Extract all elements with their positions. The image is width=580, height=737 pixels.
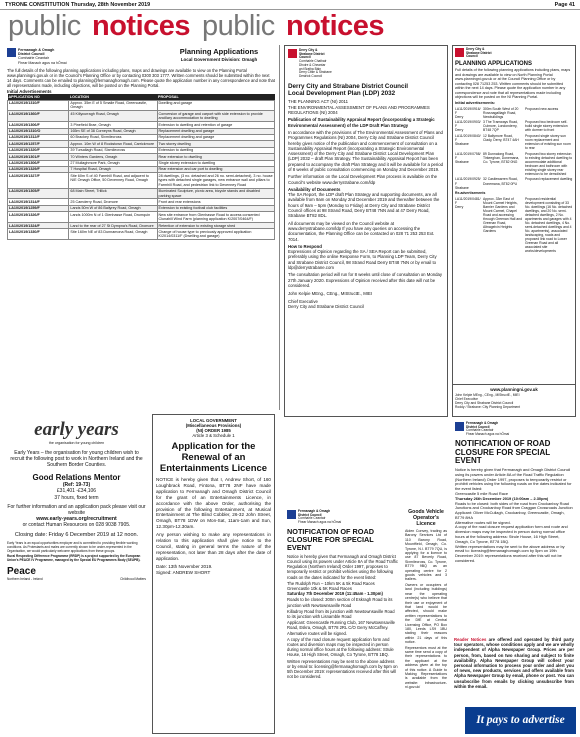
planning-applications-dcsdc [452,45,576,385]
column-header: PROPOSAL [157,94,274,100]
job-intro: Early Years – the organisation for young children wish to recruit the following post to work in Northern Ireland and the Southern Border Counties. [10,450,143,469]
job-contact: or contact Human Resources on 028 9038 7905. [22,522,131,529]
licence-signed: Signed: ANDREW SHORT [156,569,211,575]
proposal-cell: Extension to dwelling and retention of garage [157,122,274,128]
list-item [455,134,573,150]
location-cell: 70 Winters Gardens, Omagh [69,154,157,160]
org-line: Fermanagh & Omagh [18,48,55,52]
council-crest-icon [7,48,16,57]
application-number-cell: LA10/2019/1326/F [8,212,69,223]
proposal-cell: Dwelling and garage [157,100,274,111]
application-number-cell: LA10/2019/1259/F [8,205,69,211]
column-header: APPLICATION NO [8,94,69,100]
application-number-cell: LA10/2019/1312/F [8,134,69,140]
location-cell: 25 Camderry Road, Dromore [69,199,157,205]
closure-roads: Roads to be closed: 300m section of Eskragh Road to its junction with Newtownsaville Road [287,597,393,608]
org-line: Derry Cittie & Strabane [299,70,332,75]
location-cell: 68 Main Street, Trillick [69,188,157,199]
road-closure-notice-greencastle [452,419,576,587]
location-cell: 12 Ballymore Road, Clady, Derry, BT47 4AH [483,133,519,143]
location-cell: 45 Killycurragh Road, Omagh [69,111,157,122]
council-crest-icon [287,510,296,519]
signatory-org: Derry City and Strabane District Council [455,401,514,406]
proposal-cell: Extension to dwelling [157,147,274,153]
org-line: Comhairle Ceantair [466,428,494,433]
application-number-cell: LA10/2019/1330/F [8,229,69,240]
table-row [8,111,275,122]
location-cell: Approx. 35m E of 5 Smaile Road, Greencastle, Omagh [69,100,157,111]
location-cell: 32 Castlewarren Road, Donemana, BT82 0PU [483,177,518,186]
application-number: LA11/2019/0925/F [455,177,481,186]
goods-body: Aiden Convey, trading as Barony Services Ltd of 110 Barony Road, Mountfield, Omagh, Co. Tyrone, N.I. BT79 7QU, is applying for a licence to use 87 Beverly Road, Sixmilecross, Co. Tyrone, BT79 9BQ as an operating centre for 2 goods vehicles and 3 trailers. [405,529,447,582]
org-line: Comhairle Ceantair [18,56,49,61]
application-area: Derry [455,204,464,209]
licence-head: (NI) ORDER 1985 [196,428,231,433]
closure-representations: Written representations may be sent to the above address or by email to: licensing@fermanaghomagh.com by 5pm on 19th December 2019: representations received after this will not be considered. [455,543,565,564]
application-number-cell: LA10/2019/1305/F [8,188,69,199]
location-cell: Lands 50m W of 86 Ballyrey Road, Omagh [69,205,157,211]
notice-title: Planning Applications [179,47,259,56]
org-line: Comhairle Ceantair [298,516,326,521]
closure-roads: Roads to be closed: both sides of the road from Crockanboy Road Junctions and Crockanboy Road from Craggan Crossroads Junction [455,500,573,511]
application-area: Strabane [455,159,469,164]
application-number-cell: LA10/2019/1306/F [8,160,69,166]
proposal-cell: Proposed new access [525,106,559,111]
job-closing: Closing date: Friday 6 December 2019 at 12 noon. [14,531,139,538]
org-line: Strabane District [299,51,325,56]
proposal-cell: Proposed replacement dwelling [525,177,573,182]
closure-date: Thursday 26th December 2019 (10:00am – 2.30pm) [455,495,549,501]
org-line: Fhear Manach agus na hÓmaí [18,60,67,65]
closure-date: Saturday 7th December 2019 (11:45am - 1.30pm) [287,591,383,597]
closure-representations: Written representations may be sent to the above address or by email to: licensing@fermanaghomagh.com by 5pm on 5th December 2019: representations received after this will not be considered. [287,658,398,680]
banner-notices-2: notices [286,10,385,42]
job-ref: (Ref: 19-73) [62,482,91,489]
peace-text: Peace [7,565,36,577]
closure-applicant: Applicant: Greencastle Running Club, 167 Newtownsaville Road, Eskra, Omagh, BT78 2RL C/O Gerry McCaffrey. [287,620,396,631]
ldp-paragraph: Expressions of Opinion regarding the SA / SEA Report can be submitted, preferably using the online Response Form, to Planning LDP Team, Derry City and Strabane District Council, 98 Strand Road Derry BT48 7NN or by email to ldp@derrystrabane.com [288,249,437,271]
ldp-act: THE PLANNING ACT (NI) 2011 [288,99,349,105]
org-line: Fermanagh & Omagh [466,421,499,425]
closure-intro: Notice is hereby given that Fermanagh and Omagh District Council using its powers under Article 8A of the Road Traffic Regulation (Northern Ireland) Order 1997, proposes to temporarily restrict or prohibit vehicles using the following roads on the dates indicated for the event listed: [287,553,398,580]
application-ref [455,107,481,119]
council-crest-icon [288,49,297,58]
org-line: Strabane District [466,50,492,55]
ldp-title-2: Local Development Plan (LDP) 2032 [288,90,396,98]
application-area: Derry [455,128,464,133]
planning-footer [452,385,576,417]
application-number-cell: LA10/2019/1324/F [8,223,69,229]
logo-tagline: the organisation for young children [48,441,105,445]
banner-public-1: public [8,10,81,42]
application-area: Strabane [455,185,469,190]
location-cell: 3 Pinefield Brae, Omagh [69,122,157,128]
closure-alt-routes: Alternative routes will be signed. [287,630,348,636]
org-line: Comhairle Chathair [299,59,327,64]
logo-early: early [34,419,74,440]
signatory: John Kelpie MEng., CEng., MIStructE., MIEI [288,291,373,297]
council-crest-icon [455,422,464,431]
ldp-paragraph: In accordance with the provisions of The Environmental Assessment of Plans and Programmes Regulations (NI) 2004, Derry City and Strabane District Council hereby gives notice of the publication and commencement of consultation on a Sustainability Appraisal Report (incorporating a Strategic Environmental Assessment) of the Derry City and Strabane District Local Development Plan (LDP) 2032 – draft Plan Strategy. The Sustainability Appraisal Report has been prepared to accompany the draft Plan Strategy and it will be available for a period of 8 weeks of public consultation commencing on Monday 2nd December 2019. [288,129,444,172]
org-line: Council [466,54,478,59]
proposal-cell: Front and rear extensions [157,199,274,205]
council-logo [455,422,573,437]
ldp-regulations: THE ENVIRONMENTAL ASSESSMENT OF PLANS AND PROGRAMMES REGULATIONS (NI) 2004 [288,104,430,116]
application-number-cell: LA10/2019/1257/F [8,141,69,147]
closure-alt-routes: Alternative routes will be signed. [455,519,511,525]
reader-notice [452,635,576,705]
planning-applications-omagh [4,45,278,410]
ldp-notice [284,45,448,417]
location-cell: 89 Dunnalong Road, Tirkeeghan, Donemana, Co. Tyrone, BT82 0NG [483,151,520,164]
entertainments-licence-notice [152,414,275,734]
location-cell: 300m South West of 20 Rossnagalliagh Road, Newbuildings [483,106,519,119]
job-info: For further information and an application pack please visit our website [7,503,146,516]
application-number: LA11/2019/0840/F [455,133,481,143]
dcsdc-logo [288,49,444,79]
childhood-logo: Childhood Matters [120,576,146,581]
licence-head: (Miscellaneous Provisions) [185,423,242,428]
list-item [455,107,573,119]
application-number-cell: LA10/2019/1320/F [8,147,69,153]
licence-head: Article 3 & Schedule 1 [192,433,235,438]
application-number: LA11/2019/0481/F [455,196,481,205]
closure-inspect: A copy of the road closure request application form and routes and diversion maps may be inspected in person during normal office hours at the following address: Strule House, 16 High Street, Omagh, Co Tyrone, BT78 1BQ. [287,636,394,658]
notice-intro: The full details of the following planning applications including plans, maps and drawings are available to view on the Planning Portal www.planningni.gov.uk or in the Council's Planning Office or by contacting 0300 303 1777. Written comments should be submitted within the next 14 days. Comments can be emailed to planning@fermanaghomagh.com. Please quote the application number in any correspondence and note that all representations made, including objections, will be posted on the Planning Portal. [7,67,275,88]
location-cell: Lands 1000m N of 1 Glenhasse Road, Drumquin [69,212,157,223]
proposal-cell: Single storey extension to dwelling [157,160,274,166]
location-cell: Site 60m S of 40 Farmhill Road, and adjacent to NIE Omagh Office, 50 Devenney Road, Omagh [69,173,157,188]
location-cell: 7 Hospital Road, Omagh [69,166,157,172]
early-years-recruitment [4,414,149,734]
location-cell: 60 Brackey Road, Sixmilecross [69,134,157,140]
advertise-banner[interactable]: It pays to advertise [465,707,576,734]
licence-body-2: Any person wishing to make any representations in relation to this application shall give notice to the Council, stating in general terms the nature of the representation, not later than 28 days after the date of application. [156,532,271,561]
licence-head: LOCAL GOVERNMENT [190,418,237,423]
proposal-cell: Two storey dwelling [157,141,274,147]
job-programme: Rural Respecting Difference Programme (RRDP) is a project supported by the European Union's PEACE IV Programme, managed by the Special EU Programmes Body (SEUPB). [7,553,141,562]
banner-public-2: public [202,10,275,42]
proposal-cell: Extension to existing football club facilities [157,205,274,211]
proposal-cell: Retention of extension to existing storage shed [157,223,274,229]
location-cell: 27 Mullaghmore Park, Omagh [69,160,157,166]
goods-title: Goods Vehicle Operator's Licence [408,509,444,527]
application-ref [455,134,481,150]
page-number: Page 41 [554,2,575,8]
table-row [8,188,275,199]
application-area: Strabane [455,142,469,147]
banner-notices-1: notices [92,10,191,42]
notice-title: PLANNING APPLICATIONS [455,61,533,68]
org-line: Derry City & [299,48,318,52]
org-line: Fhear Manach agus na hÓmaí [466,432,510,437]
application-area: Derry [455,114,464,119]
signatory-dept: Roddy / Strabane: City Planning Department [455,405,521,410]
org-line: District Council [18,52,45,57]
proposal-cell: Proposed two storey extension to existing detached dwelling to accommodate additional bedroom and bathroom with existing single storey rear extension to be demolished [525,151,573,176]
job-hours: 37 hours, fixed term [54,494,99,501]
location-cell: 39 Tursallagh Road, Sixmilecross [69,147,157,153]
location-cell: Site 160m NE of 83 Dunnamona Road, Omagh [69,229,157,240]
list-item [455,120,573,132]
licence-body: NOTICE is hereby given that I, Andrew Short, of 160 Loughbrack Road, Fintona, BT78 2NF have made application to Fermanagh and Omagh District Council for the grant of an Entertainments Licence, in accordance with the above Order, authorising the provision of the following Entertainment, at Musical Entertainment at The Blind Cobbler, 26-32 John Street, Omagh, BT78 1DW on Mon-Sat, 11am-1am and Sun, 12.30pm-12.30am. [156,477,271,530]
ldp-title: Derry City and Strabane District Council [288,82,409,90]
job-salary: £31,401 -£34,106 [56,488,97,495]
notice-subtitle: Local Government Division: Omagh [180,56,258,62]
org-line: Fermanagh & Omagh [298,509,331,513]
page-header [0,0,580,10]
application-ref [455,177,481,189]
location-cell: Land to the rear of 27 St Dympna's Road, Dromore [69,223,157,229]
closure-applicant: Applicant: Oliver McCullagh, Crockanboy, Greencastle, Omagh, BT79 8HA [455,510,565,520]
applications-table-body [8,100,275,240]
application-number-cell: LA10/2019/1329/F [8,166,69,172]
table-row [8,212,275,223]
section-heading: Initial Advertisements [7,88,52,94]
ldp-paragraph: Further information on the Local Development Plan process is available on the Council's website www.derrystrabane.com/ldp [288,174,438,185]
application-number-cell: LA10/2019/1310/F [8,100,69,111]
application-ref [455,197,481,254]
proposal-cell: Illuminated Sculpture, picnic area, bicycle stands and disabled parking space [157,188,274,199]
location-cell: Approx. 33m East of Mount Carmel Heights, Barnier Gardens and Mount Carmel, Chapel Road and accessing through Greenan Hall and Greenan Road, Altnagelvin Heights Gardens [483,196,523,234]
planning-portal-link[interactable]: www.planningni.gov.uk [490,387,538,392]
proposal-cell: Change of house type to previously approved application K/2014/0311/F (Dwelling and garage) [157,229,274,240]
applications-table [7,94,275,240]
logo-years: years [77,419,119,440]
proposal-cell: Replacement dwelling and garage [157,128,274,134]
peace-logo [7,567,43,581]
org-line: Dhoire & Cheantar [299,62,326,67]
org-line: an tSratha Báin [299,66,321,71]
proposal-cell: Replacement dwelling and garage [157,134,274,140]
location-cell: Approx. 10m W of 8 Rockstown Road, Carrickmore [69,141,157,147]
application-number-cell: LA10/2019/1301/F [8,154,69,160]
council-logo [287,510,398,525]
org-line: Derry City & [466,47,485,51]
readvert-heading: Re-advertisements [455,191,486,196]
proposal-cell: Proposed residential development consisting of 33 No. dwellings (16 No. detached dwellings, and 20 No. semi-detached dwellings, 2 No. apartments and garages with 4 No. detached dwellings, 4 No. semi-detached dwellings and 4 No. apartments), associated landscaping, roads and proposed link road to Lower Greenan Road and all associated site works/developments [525,196,573,254]
signatory-org: Derry City and Strabane District Council [288,303,364,309]
goods-body-3: Representors must at the same time send a copy of their representations to the applicant at the address given at the top of this notice. A Guide to Making Representations is available from the website: infrastructure-ni.gov.uk/ [405,645,447,690]
proposal-cell: 28 dwellings, (3 no. detached and 26 no. semi-detached), 3 no. house types with detached single garages, new entrance wall and pillars to Farmhill Road, and pedestrian link to Devenney Road [158,173,273,187]
table-row [8,229,275,240]
goods-body-2: Owners or occupiers of land (including buildings) near the operating centre(s) who believe that their use or enjoyment of that land would be affected, should make written representations to the DfE at Central Licensing Office, PO Box 180, Leeds LS9 1BU stating their reasons within 21 days of this notice. [405,582,447,645]
org-line: District Council [466,424,490,429]
closure-event: The Rudolph Run – 10km 5K & 5k Road Races Greencastle 10k & 5K Road Races [287,580,375,592]
application-number-cell: LA10/2019/1327/F [8,173,69,188]
application-number-cell: LA10/2019/1310/O [8,128,69,134]
goods-vehicle-licence-notice [403,507,449,734]
ldp-paragraph: The consultation period will run for 8 weeks until close of consultation on Monday 27th January 2020. Expressions of Opinion received after this date will not be considered. [288,272,443,288]
licence-date: Date: 13th November 2019. [156,563,213,569]
publication-date: TYRONE CONSTITUTION Thursday, 28th November 2019 [5,2,151,8]
column-header: LOCATION [69,94,157,100]
signatory: John Kelpie MEng., CEng., MIStructE., MIEI [455,393,520,398]
dcsdc-logo [455,48,573,59]
application-number: LA11/2019/0903/F [455,120,481,129]
proposal-cell: Rear extension to dwelling [157,154,274,160]
signatory-role: Chief Executive [455,397,478,402]
ldp-paragraph: All documents may be viewed on the Council website at www.derrystrabane.com/ldp If you have any queries on accessing the documentation, the Planning Office can be contacted on 028 71 253 253 Ext. 7014. [288,220,435,242]
respond-heading: How to Respond [288,243,322,249]
list-item [455,191,573,195]
application-ref [455,152,481,176]
table-row [8,173,275,188]
road-closure-notice-rudolph [284,507,401,734]
proposal-cell: Conversion of garage and carport with side extension to provide ancillary accommodation to dwelling [157,111,274,122]
closure-title: NOTIFICATION OF ROAD CLOSURE FOR SPECIAL EVENT [455,438,551,466]
council-crest-icon [455,48,464,57]
section-banner [0,10,580,42]
org-line: Council [299,55,311,60]
applications-list [455,107,573,254]
application-number-cell: LA10/2019/1360/F [8,111,69,122]
org-line: Fhear Manach agus na hÓmaí [298,520,342,525]
job-footer: Early Years is an equal opportunities employer and is committed to providing flexible working conditions. As Protestants and males are currently shown to be under-represented in the Organisation, we would particularly welcome applications from these groups. [7,541,138,554]
proposal-cell: Proposed single storey sun room replacement and extension of existing sun room to rear [525,133,571,151]
application-number-cell: LA10/2019/1314/F [8,199,69,205]
section-heading: Initial advertisements: [455,100,496,105]
licence-title: Application for the Renewal of an Entertainments Licence [159,441,268,474]
location-cell: 3 The Tramways Road, Culmore, Londonderry, BT48 7QP [483,120,518,133]
application-number-cell: LA10/2019/1306/F [8,122,69,128]
availability-heading: Availability of Documents [288,186,341,192]
ldp-paragraph: The SA Report, the LDP draft Plan Strategy and supporting documents, are all available from 9am on Monday 2nd December 2019 and thereafter between the hours of 9am – 5pm (Monday to Friday) at Derry City and Strabane District Council offices at 98 Strand Road, Derry BT48 7NN and at 47 Derry Road, Strabane BT82 8DL. [288,192,440,219]
proposal-cell: New site entrance from Glenhasse Road to access consented Clunahill Wind Farm (planning application K/2007/0464/F) [157,212,274,223]
closure-intro: Notice is hereby given that Fermanagh and Omagh District Council using its powers under Article 8A of the Road Traffic Regulation (Northern Ireland) Order 1997, proposes to temporarily restrict or prohibit vehicles using the following roads on the dates indicated for the event listed: [455,466,572,492]
reader-notice-lead: Reader Notices [454,637,487,642]
org-line: District Council [298,512,322,517]
application-number: LA11/2019/0758/F [455,151,481,160]
list-item [455,152,573,176]
table-row [8,100,275,111]
job-title: Good Relations Mentor [32,472,121,482]
closure-roads-2: Killadroy Road from its junction with Newtownsaville Road to its junction with Lisnamble Road [287,608,395,620]
ldp-subheading: Publication of Sustainability Appraisal Report (incorporating a Strategic Environmental Assessment) of the LDP Draft Plan Strategy [288,117,435,128]
application-number: LA11/2019/0916/F [455,106,481,115]
notice-intro: Full details of the following planning applications including plans, maps and drawings are available to view on North Planning Portal www.planningni.gov.uk or at the Council Planning Office or by contacting 028 71253 253. Written comments should be submitted within the next 14 days. Please quote the application number in any correspondence and note that all representations made including objections will be posted on the NI Planning Portal. [455,68,571,100]
list-item [455,177,573,189]
closure-event: Greencastle 5 mile Road Race [455,490,508,496]
location-cell: 165m SE of 38 Corneyns Road, Omagh [69,128,157,134]
early-years-logo [7,419,146,445]
peace-subtext: Northern Ireland - Ireland [7,576,43,581]
reader-notice-body: are offered and operated by third party tour operators, whose conditions apply and we are wholly independent of Alpha Newspaper Group. Prices are per person, from, based on two sharing and subject to finite availability. Alpha Newspaper Group will collect your personal information to process your order and alert you of news, new products, services and offers available from Alpha Newspaper Group by email, phone or post. You can unsubscribe from emails by clicking unsubscribe from within the email. [454,637,574,689]
proposal-cell: Proposed two bedroom self-build single storey extension with dormer to front [525,120,568,133]
proposal-cell: Rear extension and car port to dwelling [157,166,274,172]
signatory-role: Chief Executive [288,298,318,304]
column-divider [279,45,280,410]
closure-title: NOTIFICATION OF ROAD CLOSURE FOR SPECIAL EVENT [287,526,375,552]
org-line: Destrick Cooncil [299,73,323,78]
job-website-link[interactable]: www.early-years.org/recruitment [36,516,117,523]
list-item [455,197,573,254]
application-ref [455,120,481,132]
closure-inspect: A copy of the road closure request application form and route and diversion maps may be inspected in person during normal office hours at the following address: Strule House, 16 High Street, Omagh, Co Tyrone, BT78 1BQ. [455,524,568,544]
